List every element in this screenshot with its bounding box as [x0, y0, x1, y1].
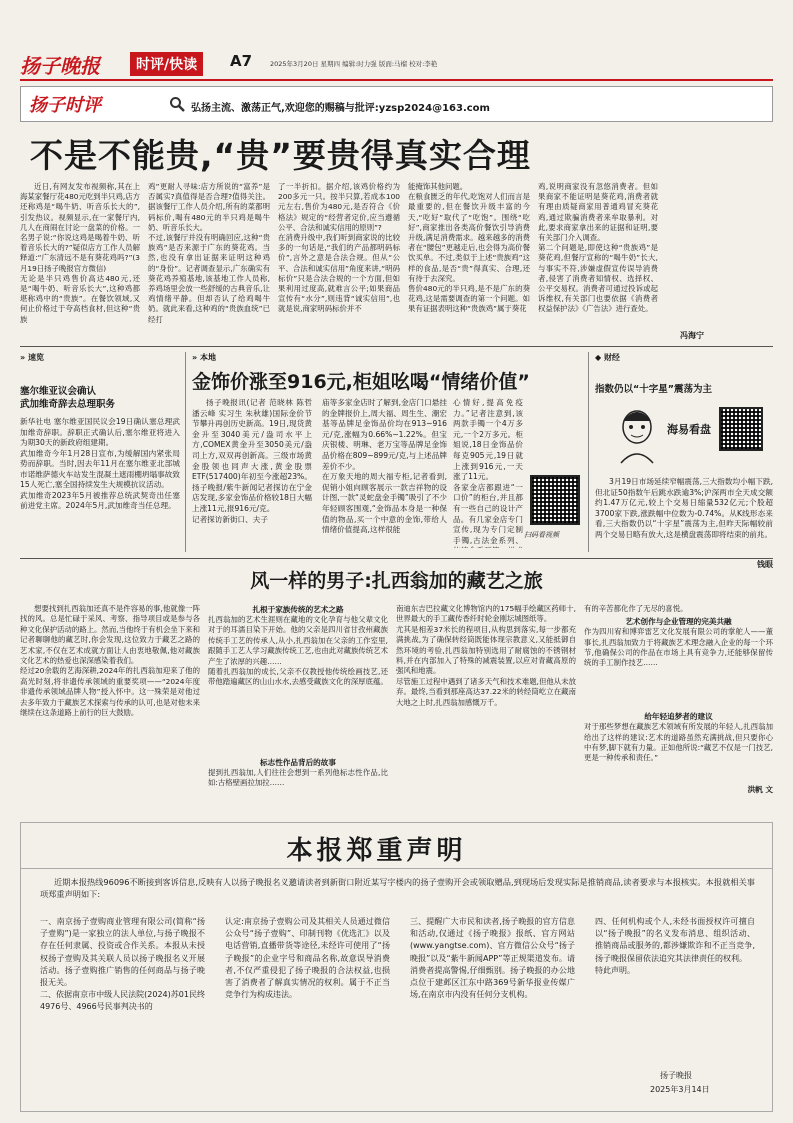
commentary-author: 冯海宁 [680, 331, 704, 340]
commentary-text: 鸡,说明商家没有忽悠消费者。但如果商家不能证明是葵花鸡,消费者就有理由质疑商家用普通鸡冒充葵花鸡,通过欺骗消费者来牟取暴利。对此,要求商家拿出来的证据和证明,要有关部门介入调查。 第二个问题是,即使这种“贵族鸡”是葵花鸡,但餐厅宣称的“喝牛奶”长大,与事实不符,涉嫌虚假宣传误导消费者,侵害了消费者知情权、选择权、公平交易权。消费者可通过投诉或起诉维权,有关部门也要依据《消费者权益保护法》《广告法》进行查处。 [538, 182, 658, 314]
commentary-text: 了一半折扣。据介绍,该鸡价格约为200多元一只。按半只算,若成本100元左右,售价为480元,是否符合《价格法》规定的“经营者定价,应当遵循公平、合法和诚实信用的原则”? 在消费升级中,我们听到商家说的比较多的一句话是,“我们的产品都明码标价”,言外之意是合法合规。但从“公平、合法和诚实信用”角度来讲,“明码标价”只是合法合规的一个方面,但如果利用过度高,就难言公平;如果商品宣传有“水分”,则违背“诚实信用”,也就是说,商家明码标价并不 [278, 182, 400, 314]
column-divider [588, 352, 589, 552]
finance-qr-code[interactable] [719, 407, 763, 451]
masthead-divider [20, 79, 773, 81]
commentary-column-2 [148, 182, 270, 342]
commentary-text: 近日,有网友发布视频称,其在上海某家餐厅花480元吃到半只鸡,店方还称鸡是“喝牛奶、听音乐长大的”,引发热议。视频显示,在一家餐厅内,几人在商闹在讨论一盘菜的价格。一名男子说:“你说这鸡是喝着牛奶、听着音乐长大的?”疑似店方工作人员解释道:“广东清远不是有葵花鸡吗?”(3月19日扬子晚报官方微信) 无论是半只鸡售价高达480元,还是“喝牛奶、听音乐长大”,这种鸡都堪称鸡中的“贵族”。在餐饮领域,又何止价格过于夸高档食材,但这种“贵族 [20, 182, 140, 324]
feature-text: 扎西翁加的艺术生涯则在藏地的文化孕育与他父辈文化对于的耳濡目染下开始。他的父亲是四川省甘孜州藏族传统手工艺的传承人,从小,扎西翁加在父亲的工作室里,跟随手工艺人学习藏族传统工艺,也由此对藏族传统艺术产生了浓厚的兴趣…… 随着扎西翁加的成长,父亲不仅教授他传统绘画技艺,还带他踏遍藏区的山山水水,去感受藏族文化的深厚底蕴。 [208, 615, 388, 687]
feature-text: 对于那些梦想在藏族艺术领域有所发展的年轻人,扎西翁加给出了这样的建议:艺术的道路虽然充满挑战,但只要你心中有梦,脚下就有力量。正如他所说:“藏艺不仅是一门技艺,更是一种传承和责任。” [584, 722, 773, 763]
finance-title: 指数仍以“十字星”震荡为主 [595, 384, 712, 395]
commentary-column-3 [278, 182, 400, 342]
feature-column-1 [20, 604, 200, 814]
finance-body [595, 477, 773, 569]
finance-column-name: 海易看盘 [667, 423, 711, 436]
column-slogan: 弘扬主流、激荡正气,欢迎您的赐稿与批评:yzsp2024@163.com [191, 103, 490, 114]
finance-text: 3月19日市场延续窄幅震荡,三大指数均小幅下跌,但北证50指数午后跳水跌逾3%;沪深两市全天成交额约1.47万亿元,较上个交易日缩量532亿元;个股超3700家下跌,涨跌幅中位数为-0.74%。从K线形态来看,三大指数仍以“十字星”震荡为主,但昨天际幅较前两个交易日略有放大,这是横盘震荡即将结束的前兆。 [595, 477, 773, 539]
section-divider [20, 346, 773, 347]
commentary-column-5 [538, 182, 773, 332]
local-label: » 本地 [192, 353, 216, 362]
local-section [192, 352, 584, 394]
local-column-2 [322, 398, 447, 548]
notice-column-1: 一、南京扬子壹购商业管理有限公司(简称“扬子壹购”)是一家独立的法人单位,与扬子晚报不存在任何隶属、投资或合作关系。本报从未授权扬子壹购及其关联人员以扬子晚报名义开展活动。扬子壹购推广销售的任何商品与扬子晚报无关。 二、依据南京市中级人民法院(2024)苏01民终4976号、4966号民事判决书的 [40, 917, 205, 1012]
brief-title: 塞尔维亚议会确认 武加维奇辞去总理职务 [20, 386, 116, 410]
finance-column-art [595, 403, 773, 473]
main-headline: 不是不能贵,“贵”要贵得真实合理 [30, 136, 531, 175]
finance-label-text: 财经 [603, 353, 620, 362]
local-label-text: 本地 [199, 353, 216, 362]
feature-column-3 [396, 604, 576, 814]
column-logo: 扬子时评 [29, 95, 101, 116]
commentary-text: 鸡”更耐人寻味:店方所说的“富养”是否属实?真值得是否合理?值得关注。据该餐厅工作人员介绍,所有的菜都明码标价,喝有480元的半只鸡是喝牛奶、听音乐长大。 不过,该餐厅并没有明确回应,这种“贵族鸡”是否来源于广东的葵花鸡。当然,也没有拿出证据来证明这种鸡的“身份”。记者调查显示,广东确实有葵花鸡养殖基地,该基地工作人员称,养鸡场里会放一些舒缓的古典音乐,让鸡情绪平静。但却否认了给鸡喝牛奶。就此来看,这种鸡的“贵族血统”已经打 [148, 182, 270, 324]
section-name: 时评/快读 [130, 52, 203, 76]
local-column-3 [453, 398, 580, 548]
notice-title: 本报郑重声明 [286, 836, 467, 866]
local-text: 心情好,提高免疫力。”记者注意到,该两款手镯一个4万多元,一个2万多元。柜姐说,18日金饰品价每克905元,19日就上涨到916元,一天涨了11元。 各家金店都跟进“一口价”的柜台,并且都有一些自己的设计产品。有几家金店专门宣传,现为专门定制手镯,古法金系列、 [453, 398, 523, 545]
masthead [20, 50, 773, 76]
finance-section [595, 352, 773, 570]
feature-subtitle: 标志性作品背后的故事 [260, 758, 336, 767]
feature-text: 有的辛苦都化作了无尽的喜悦。 [584, 604, 688, 613]
local-text: 扬子晚报讯(记者 范晓林 陈哲 潘云峰 实习生 朱秋雄)国际金价节节攀升再创历史新高。19日,现货黄金升至3040美元/盎司水平上方,COMEX黄金升至3050美元/盎司上方,双双再创新高。三级市场黄金股领也同声大涨,黄金股票ETF(517400)年初至今涨超23%。扬子晚报/紫牛新闻记者探访在宁金店发现,多家金饰品价格较18日大幅上涨11元,报916元/克。 记者探访新街口、夫子 [192, 398, 312, 524]
brief-body: 新华社电 塞尔维亚国民议会19日确认塞总理武加维奇辞职。辞职正式确认后,塞尔维亚将进入为期30天的新政府组建期。 武加维奇今年1月28日宣布,为缓解国内紧张局势而辞职。当时,因去年11月在塞尔维亚北部城市诺维萨德火车站发生混凝土遮雨棚坍塌事故致15人死亡,塞全国持续发生大规模抗议活动。 武加维奇2023年5月被推荐总统武契奇出任塞前进党主席。2024年5月,武加维奇当任总理。 [20, 417, 180, 510]
notice-signature-date: 2025年3月14日 [650, 1085, 710, 1094]
commentary-column-1 [20, 182, 140, 342]
feature-subtitle: 扎根于家族传统的艺术之路 [252, 605, 344, 614]
commentary-column-4 [408, 182, 530, 342]
section-divider [20, 558, 773, 559]
search-icon [169, 96, 185, 112]
notice-signature-org: 扬子晚报 [660, 1071, 692, 1080]
local-column-1 [192, 398, 312, 548]
feature-text: 南迪东吉巴拉藏文化博物馆内的175幅手绘藏区药师十,世界最大的手工藏传香纤时轮金刚坛城图纸等。 尤其是相差37米长的程项目,从构思到落实,每一步都充满挑战,为了确保转经筒既能体现宗教意义,又能抵御自然环境的考验,扎西翁加特别选用了耐腐蚀的不锈钢材料,并在内部加入了特殊的减震装置,以应对青藏高原的强风和地震。 尽管施工过程中遇到了诸多天气和技术难题,但他从未放弃。最终,当看到那座高达37.22米的转经筒屹立在藏南大地之上时,扎西翁加感慨万千。 [396, 604, 576, 707]
qr-caption: 扫码看视频 [524, 531, 559, 539]
feature-author: 洪帆 文 [747, 785, 773, 795]
finance-author: 钱眼 [757, 560, 773, 569]
commentary-banner [20, 86, 773, 122]
notice-intro-text: 近期本报热线96096不断接到客诉信息,反映有人以扬子晚报名义邀请读者到新街口附近某写字楼内的扬子壹购开会或领取赠品,到现场后发现实际是推销商品,读者要求与本报核实。本报就相关事项郑重声明如下: [40, 877, 755, 899]
brief-section [20, 352, 180, 542]
local-headline: 金饰价涨至916元,柜姐吆喝“情绪价值” [192, 371, 530, 393]
feature-column-2 [208, 604, 388, 814]
commentary-text: 能掩饰其他问题。 在粮食匮乏的年代,吃饱对人们而言是最重要的,但在餐饮升级丰富的今天,“吃好”取代了“吃饱”。围绕“吃好”,商家推出各类高价餐饮引导消费升级,满足消费需求。越来越多的消费者在“腰包”更越走后,也会得为高价餐饮买单。不过,类似于上述“贵族鸡”这样的食品,是否“贵”得真实、合理,还有待于去深究。 售价480元的半只鸡,是不是广东的葵花鸡,这是需要调查的第一个问题。如果有证据表明这种“贵族鸡”属于葵花 [408, 182, 530, 314]
notice-column-4: 四、任何机构或个人,未经书面授权许可擅自以“扬子晚报”的名义发布消息、组织活动、推销商品或服务的,都涉嫌欺诈和不正当竞争,扬子晚报保留依法追究其法律责任的权利。 特此声明。 [595, 917, 755, 975]
notice-column-2: 认定:南京扬子壹购公司及其相关人员通过微信公众号“扬子壹购”、印制刊物《优选汇》以及电话营销,直播带货等途径,未经许可使用了“扬子晚报”的企业字号和商品名称,故意误导消费者,不仅严重侵犯了扬子晚报的合法权益,也损害了消费者了解真实情况的权利。属于不正当竞争行为构成违法。 [225, 917, 390, 1000]
page-number: A7 [230, 52, 253, 70]
notice-column-3: 三、提醒广大市民和读者,扬子晚报的官方信息和活动,仅通过《扬子晚报》报纸、官方网站(www.yangtse.com)、官方微信公众号“扬子晚报”以及“紫牛新闻APP”等正规渠道发布。请消费者提高警惕,仔细甄别。扬子晚报的办公地点位于建邺区江东中路369号新华报业传媒广场,在南京市内没有任何分支机构。 [410, 917, 575, 1000]
feature-headline: 风一样的男子:扎西翁加的藏艺之旅 [250, 570, 543, 592]
notice-divider [20, 868, 773, 869]
brief-label: » 速览 [20, 353, 44, 362]
brief-label-text: 速览 [27, 353, 44, 362]
feature-text: 作为四川宥和博弈雷艺文化发展有限公司的掌舵人——董事长,扎西翁加致力于将藏族艺术理念融入企业的每一个环节,他确保公司的作品在市场上具有竞争力,还能够保留传统的手工制作技艺…… [584, 627, 773, 668]
notice-intro [40, 876, 755, 908]
video-qr-code[interactable] [530, 475, 580, 525]
column-divider [185, 352, 186, 552]
local-text: 庙等多家金店时了解到,金店门口悬挂的金牌报价上,周大福、周生生、潮宏基等品牌足金饰品价均在913~916元/克,涨幅为0.66%~1.22%。但宝庆银楼、明琳、老万宝等品牌足金饰品价格在809~899元/克,与上述品牌差价不少。 在万象天地的周大福专柜,记者看到,促销小姐向顾客展示一款吉祥物的设计图,一款“灵蛇盘金手镯”吸引了不少年轻顾客围观,“金饰品本身是一种保值的物品,买一个中意的金饰,带给人情绪价值提高,这样很能 [322, 398, 447, 535]
feature-subtitle: 给年轻追梦者的建议 [644, 712, 713, 722]
feature-text: 提到扎西翁加,人们往往会想到一系列他标志性作品,比如:古格壁画拉加拉…… [208, 768, 388, 788]
feature-column-4 [584, 604, 773, 814]
issue-info: 2025年3月20日 星期四 编辑:时力强 版面:马榴 校对:李艳 [270, 60, 438, 68]
feature-subtitle: 艺术创作与企业管理的完美共融 [625, 617, 732, 627]
columnist-portrait-icon [615, 405, 659, 465]
finance-label: ◆ 财经 [595, 353, 620, 362]
newspaper-logo: 扬子晚报 [20, 54, 100, 78]
feature-text: 想要找到扎西翁加还真不是件容易的事,他就像一阵找的风。总是忙碌于采风、考察、指导项目或是参与各种文化保护活动的路上。然而,当他终于有机会坐下来和记者聊聊他的藏艺时,你会发现,这位致力于藏艺之路的艺术家,不仅在艺术成就方面让人由衷地敬佩,他对藏族文化艺术的热爱也深深感染着我们。 经过20余载的艺海深耕,2024年的扎西翁加迎来了他的高光时刻,将非遗传承领域的重要奖项——“2024年度非遗传承领域品牌人物”授入怀中。这一殊荣是对他过去多年致力于藏族艺术探索与传承的认可,也是对他未来继续在这条道路上前行的巨大鼓励。 [20, 604, 200, 718]
